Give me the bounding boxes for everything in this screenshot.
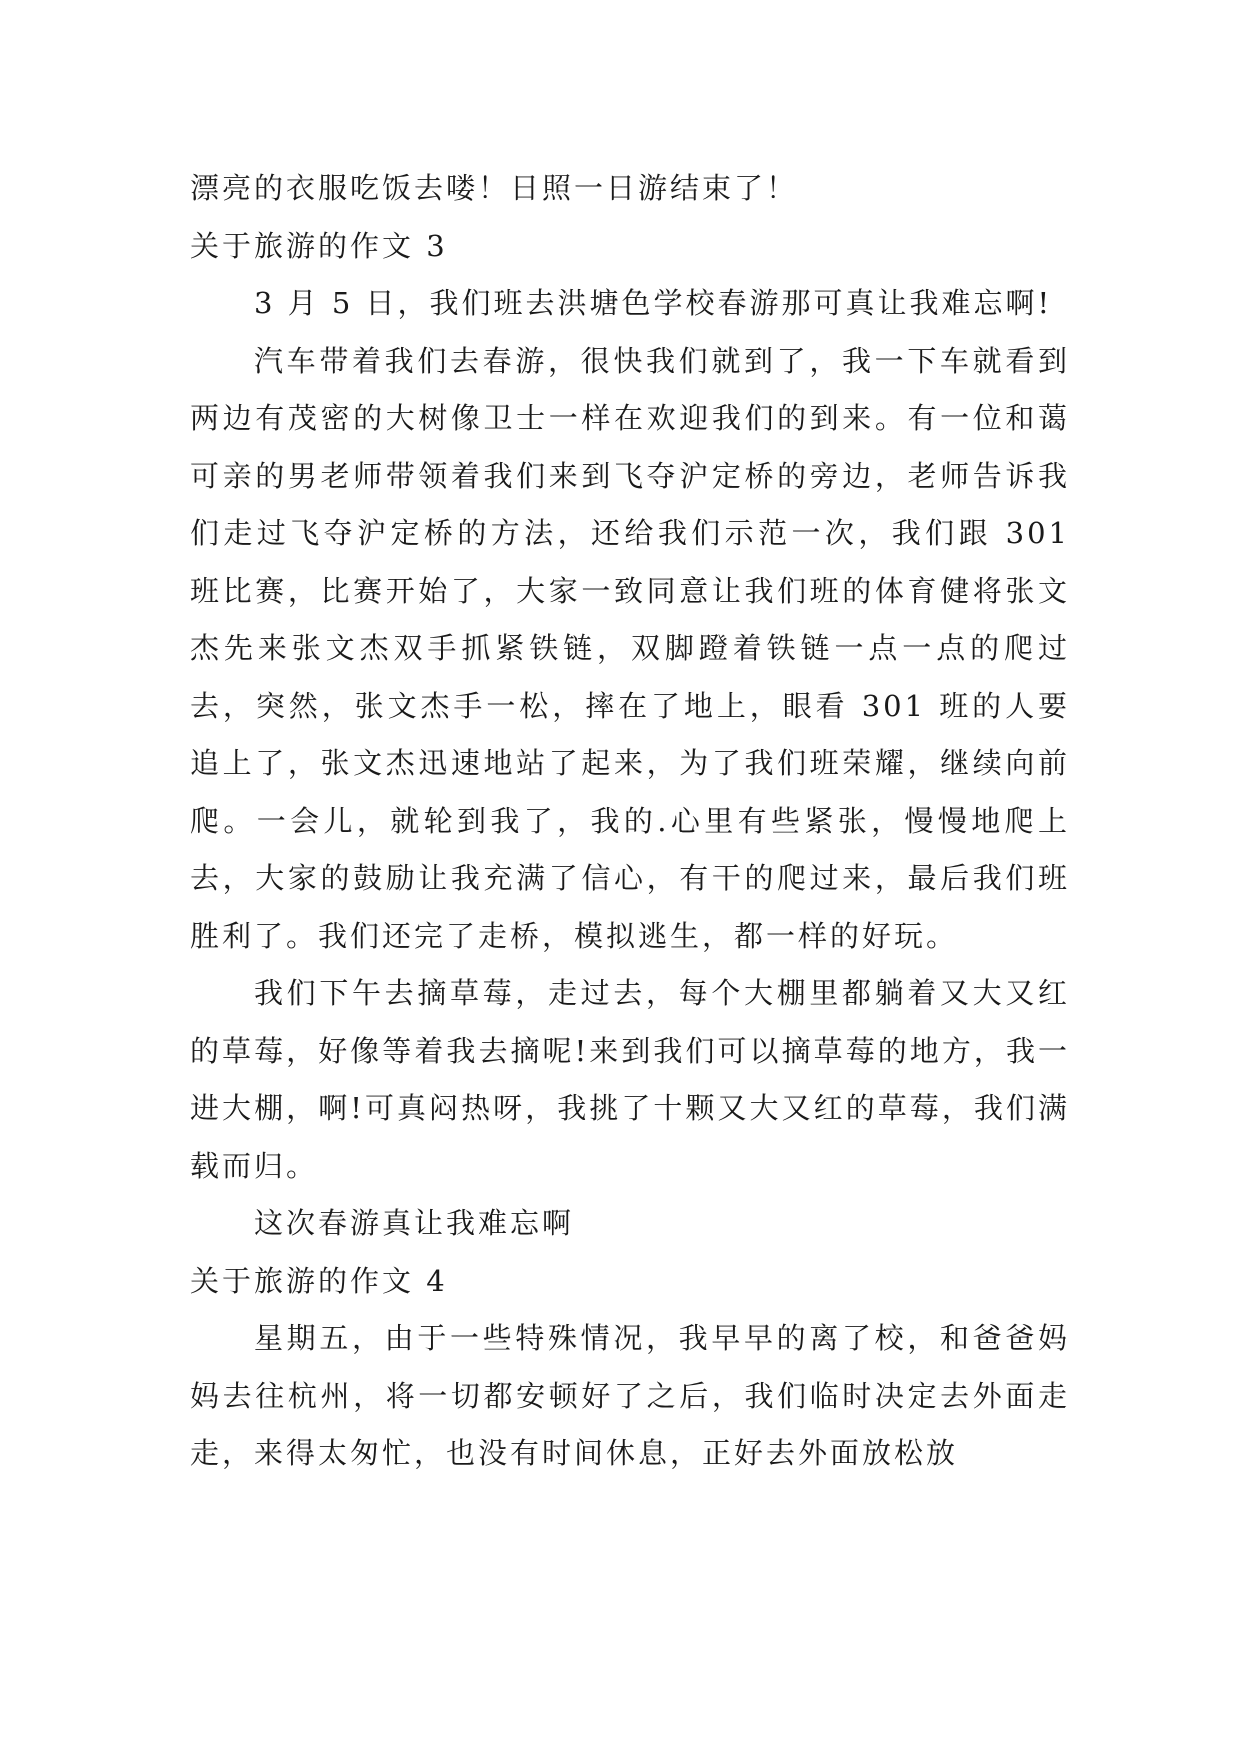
paragraph-intro: 3 月 5 日，我们班去洪塘色学校春游那可真让我难忘啊! bbox=[254, 286, 1053, 320]
essay-heading-4: 关于旅游的作文 4 bbox=[190, 1263, 448, 1298]
paragraph-strawberries: 我们下午去摘草莓，走过去，每个大棚里都躺着又大又红的草莓，好像等着我去摘呢!来到我们可以摘草莓的地方，我一进大棚，啊!可真闷热呀，我挑了十颗又大又红的草莓，我们满载而归。 bbox=[190, 976, 1070, 1183]
essay-heading-3: 关于旅游的作文 3 bbox=[190, 228, 448, 263]
paragraph-hangzhou: 星期五，由于一些特殊情况，我早早的离了校，和爸爸妈妈去往杭州，将一切都安顿好了之后，我们临时决定去外面走走，来得太匆忙，也没有时间休息，正好去外面放松放 bbox=[190, 1321, 1070, 1470]
document-body bbox=[190, 160, 1070, 1483]
paragraph-continuation: 漂亮的衣服吃饭去喽！日照一日游结束了！ bbox=[190, 171, 799, 205]
paragraph-bridge-race: 汽车带着我们去春游，很快我们就到了，我一下车就看到两边有茂密的大树像卫士一样在欢迎我们的到来。有一位和蔼可亲的男老师带领着我们来到飞夺沪定桥的旁边，老师告诉我们走过飞夺沪定桥的方法，还给我们示范一次，我们跟 301 班比赛，比赛开始了，大家一致同意让我们班的体育健将张文杰先来张文杰双手抓紧铁链，双脚蹬着铁链一点一点的爬过去，突然，张文杰手一松，摔在了地上，眼看 301 班的人要追上了，张文杰迅速地站了起来，为了我们班荣耀，继续向前爬。一会儿，就轮到我了，我的.心里有些紧张，慢慢地爬上去，大家的鼓励让我充满了信心，有干的爬过来，最后我们班胜利了。我们还完了走桥，模拟逃生，都一样的好玩。 bbox=[190, 343, 1070, 953]
paragraph-conclusion: 这次春游真让我难忘啊 bbox=[254, 1206, 575, 1240]
